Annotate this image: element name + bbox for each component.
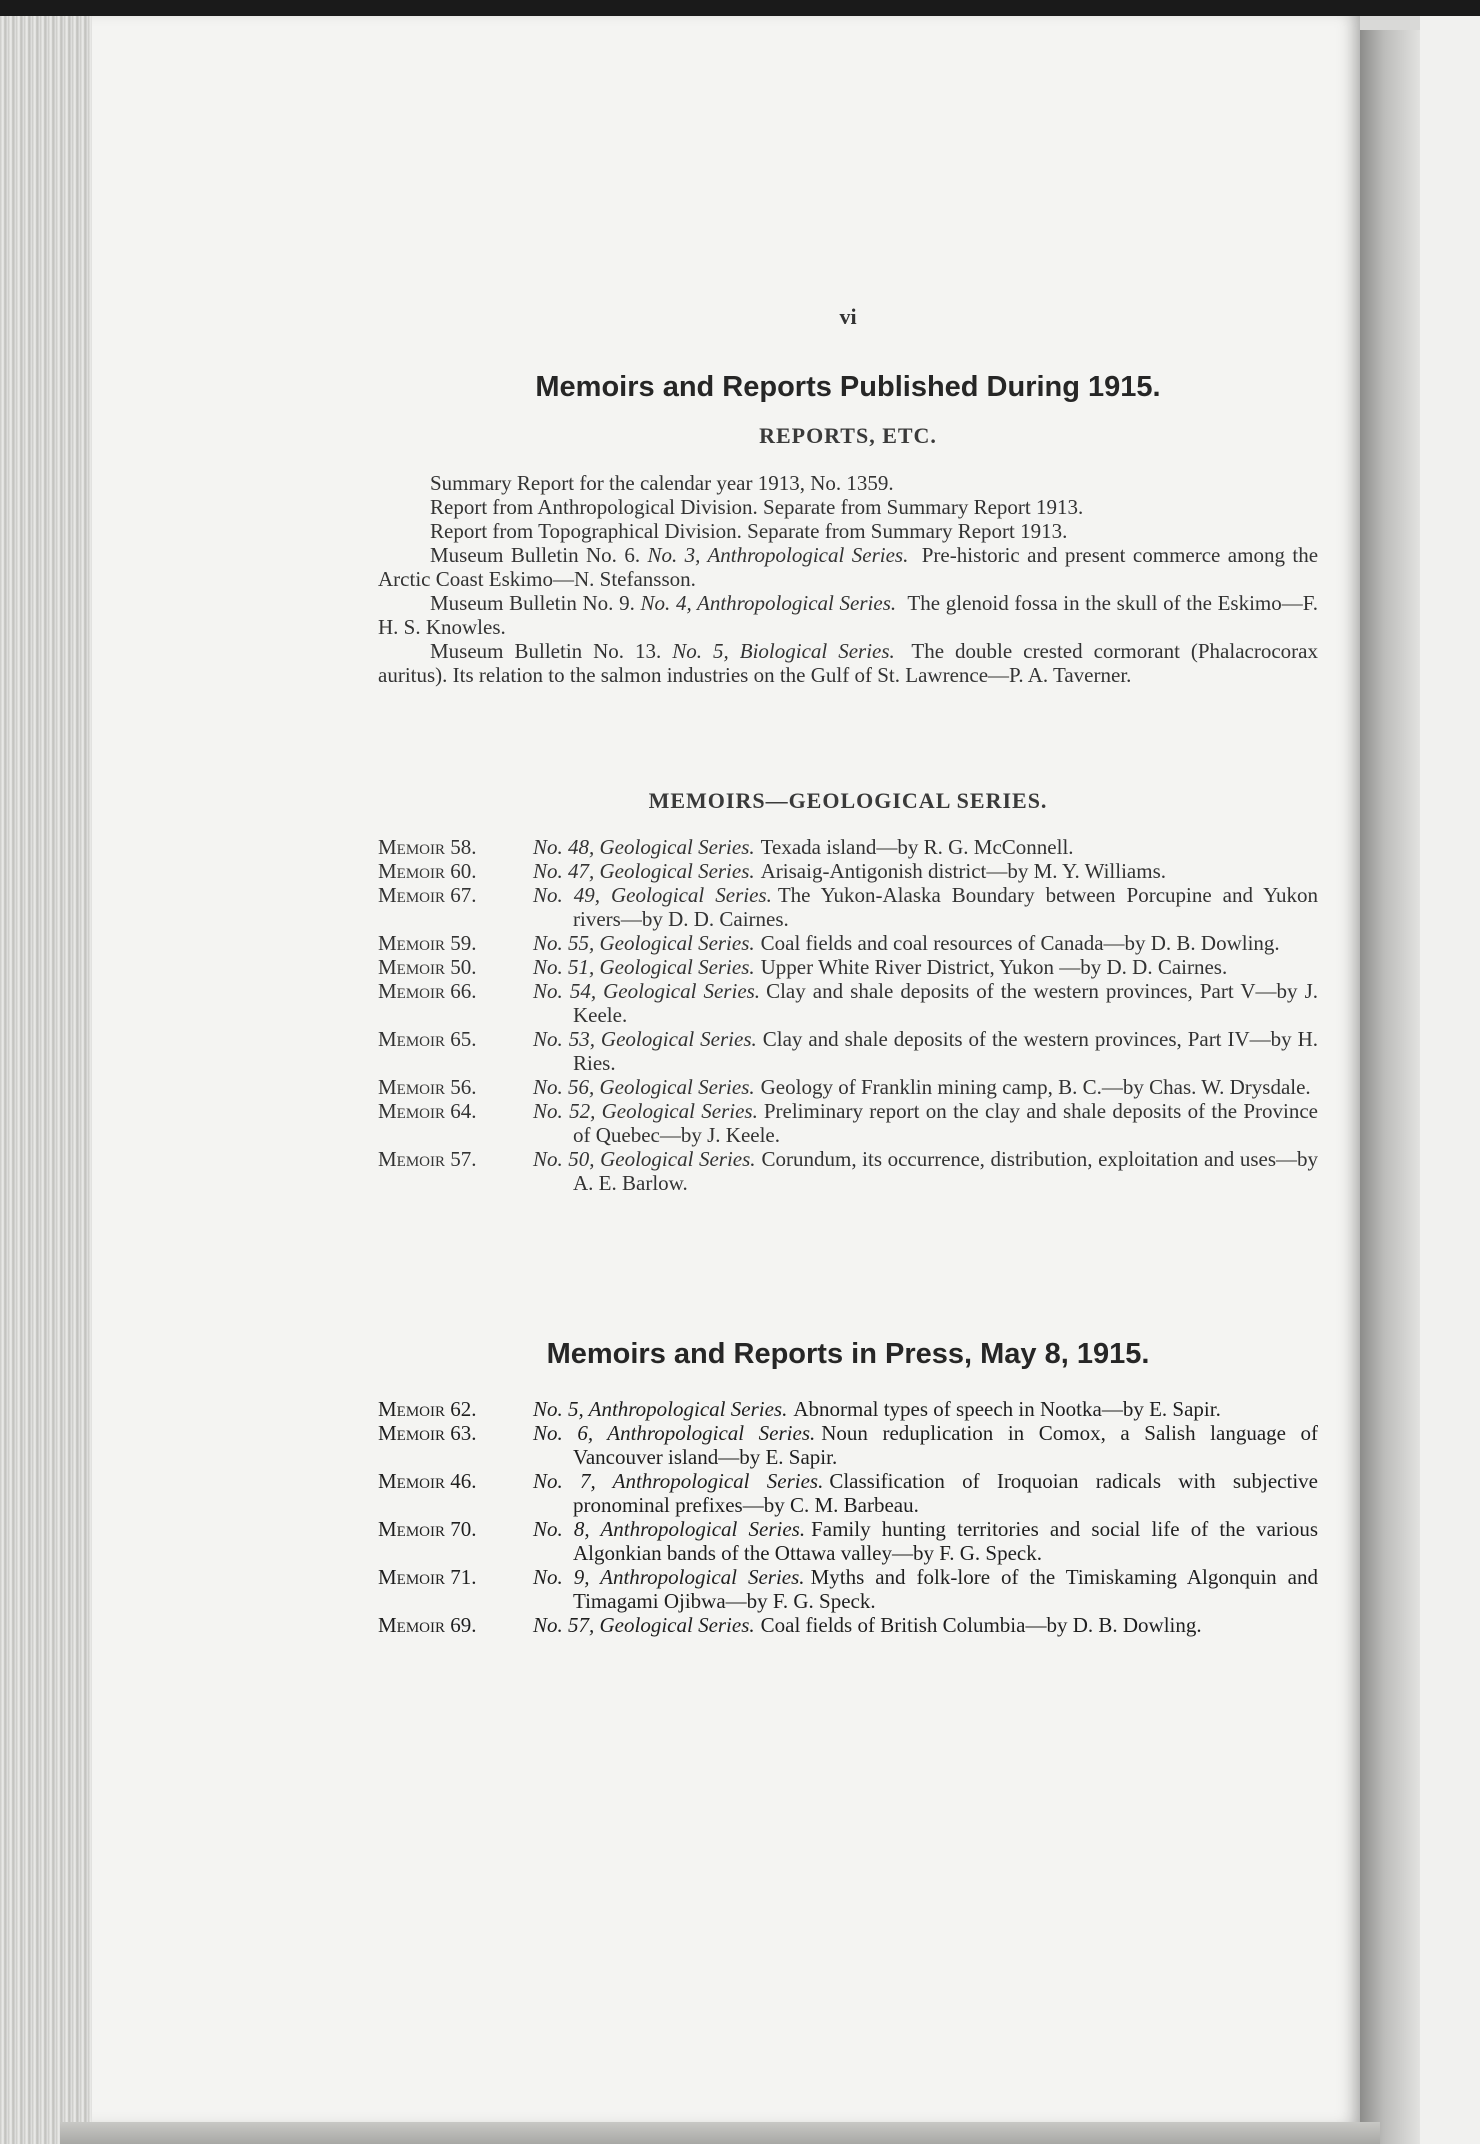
memoir-entry — [378, 1613, 1318, 1637]
memoir-description — [533, 1075, 1318, 1099]
memoir-series: No. 5, Anthropological Series. — [533, 1397, 788, 1421]
page-stack-left-edge — [0, 16, 92, 2144]
memoir-description — [533, 1469, 1318, 1517]
report-entry — [378, 543, 1318, 591]
memoir-title: Abnormal types of speech in Nootka—by E. Sapir. — [793, 1397, 1221, 1421]
memoir-series: No. 6, Anthropological Series. — [533, 1421, 816, 1445]
facing-page-edge — [1420, 16, 1480, 2144]
memoir-entry — [378, 1469, 1318, 1517]
report-text: Summary Report for the calendar year 1913, No. 1359. — [430, 471, 894, 495]
memoir-title: Geology of Franklin mining camp, B. C.—by Chas. W. Drysdale. — [760, 1075, 1311, 1099]
memoir-title: Noun reduplication in Comox, a Salish language of Vancouver island—by E. Sapir. — [573, 1421, 1319, 1469]
memoir-entry — [378, 955, 1318, 979]
report-series: No. 5, Biological Series. — [672, 639, 895, 663]
memoir-entry — [378, 1099, 1318, 1147]
report-description: The glenoid fossa in the skull of the Eskimo—F. H. S. Knowles. — [378, 591, 1318, 639]
memoir-description — [533, 1147, 1318, 1195]
memoir-label: Memoir 69. — [378, 1613, 477, 1637]
memoir-label: Memoir 65. — [378, 1027, 477, 1051]
report-entry — [378, 519, 1318, 543]
memoir-description — [533, 931, 1318, 955]
memoir-title: Preliminary report on the clay and shale deposits of the Province of Quebec—by J. Keele. — [573, 1099, 1318, 1147]
memoir-label: Memoir 71. — [378, 1565, 477, 1589]
memoir-series: No. 56, Geological Series. — [533, 1075, 755, 1099]
reports-heading: REPORTS, ETC. — [759, 423, 937, 448]
page-stack-bottom-edge — [60, 2122, 1380, 2144]
memoir-description — [533, 835, 1318, 859]
memoir-series: No. 57, Geological Series. — [533, 1613, 755, 1637]
memoir-description — [533, 1027, 1318, 1075]
memoir-series: No. 53, Geological Series. — [533, 1027, 757, 1051]
memoir-description — [533, 1099, 1318, 1147]
memoir-series: No. 54, Geological Series. — [533, 979, 761, 1003]
report-entry — [378, 471, 1318, 495]
memoir-series: No. 8, Anthropological Series. — [533, 1517, 806, 1541]
report-entry — [378, 591, 1318, 639]
memoir-label: Memoir 56. — [378, 1075, 477, 1099]
memoir-title: Coal fields of British Columbia—by D. B. Dowling. — [760, 1613, 1202, 1637]
report-entry — [378, 495, 1318, 519]
report-text: Museum Bulletin No. 13. — [430, 639, 662, 663]
memoir-entry — [378, 859, 1318, 883]
binding-shadow — [1360, 30, 1420, 2144]
published-memoirs-list — [378, 835, 1318, 1195]
memoir-entry — [378, 883, 1318, 931]
report-text: Museum Bulletin No. 9. — [430, 591, 635, 615]
report-series: No. 4, Anthropological Series. — [640, 591, 897, 615]
memoir-entry — [378, 931, 1318, 955]
report-description: The double crested cormorant (Phalacrocorax auritus). Its relation to the salmon industries on the Gulf of St. Lawrence—P. A. Taverner. — [378, 639, 1318, 687]
memoir-title: Classification of Iroquoian radicals with subjective pronominal prefixes—by C. M. Barbeau. — [573, 1469, 1318, 1517]
page-number: vi — [839, 304, 857, 329]
memoir-series: No. 47, Geological Series. — [533, 859, 755, 883]
memoir-label: Memoir 63. — [378, 1421, 477, 1445]
report-text: Report from Anthropological Division. Separate from Summary Report 1913. — [430, 495, 1084, 519]
memoir-title: Texada island—by R. G. McConnell. — [760, 835, 1074, 859]
memoir-series: No. 52, Geological Series. — [533, 1099, 758, 1123]
memoir-entry — [378, 1027, 1318, 1075]
memoir-label: Memoir 62. — [378, 1397, 477, 1421]
memoir-description — [533, 859, 1318, 883]
report-text: Report from Topographical Division. Separate from Summary Report 1913. — [430, 519, 1068, 543]
memoir-entry — [378, 1397, 1318, 1421]
memoir-description — [533, 1565, 1318, 1613]
memoir-title: Clay and shale deposits of the western provinces, Part V—by J. Keele. — [573, 979, 1318, 1027]
memoir-title: Upper White River District, Yukon —by D. D. Cairnes. — [760, 955, 1228, 979]
memoir-description — [533, 979, 1318, 1027]
memoir-series: No. 48, Geological Series. — [533, 835, 755, 859]
memoir-entry — [378, 1421, 1318, 1469]
memoir-label: Memoir 66. — [378, 979, 477, 1003]
in-press-memoirs-list — [378, 1397, 1318, 1637]
memoir-title: The Yukon-Alaska Boundary between Porcupine and Yukon rivers—by D. D. Cairnes. — [573, 883, 1319, 931]
memoir-entry — [378, 979, 1318, 1027]
memoir-title: Arisaig-Antigonish district—by M. Y. Williams. — [760, 859, 1166, 883]
memoir-description — [533, 1613, 1318, 1637]
memoir-description — [533, 1397, 1318, 1421]
memoir-description — [533, 1421, 1318, 1469]
memoir-entry — [378, 1565, 1318, 1613]
memoir-label: Memoir 57. — [378, 1147, 477, 1171]
memoir-label: Memoir 58. — [378, 835, 477, 859]
memoir-entry — [378, 1075, 1318, 1099]
memoir-entry — [378, 1517, 1318, 1565]
memoir-entry — [378, 835, 1318, 859]
report-description: Pre-historic and present commerce among the Arctic Coast Eskimo—N. Stefansson. — [378, 543, 1319, 591]
memoir-label: Memoir 60. — [378, 859, 477, 883]
memoir-series: No. 9, Anthropological Series. — [533, 1565, 805, 1589]
report-series: No. 3, Anthropological Series. — [647, 543, 909, 567]
memoir-series: No. 49, Geological Series. — [533, 883, 772, 907]
book-page — [92, 16, 1360, 2122]
memoir-label: Memoir 59. — [378, 931, 477, 955]
scanner-top-border — [0, 0, 1480, 16]
memoir-label: Memoir 70. — [378, 1517, 477, 1541]
memoir-title: Coal fields and coal resources of Canada—by D. B. Dowling. — [760, 931, 1280, 955]
memoir-series: No. 55, Geological Series. — [533, 931, 755, 955]
memoir-description — [533, 955, 1318, 979]
memoir-label: Memoir 46. — [378, 1469, 477, 1493]
report-entry — [378, 639, 1318, 687]
memoirs-geological-heading: MEMOIRS—GEOLOGICAL SERIES. — [648, 788, 1048, 813]
memoir-series: No. 51, Geological Series. — [533, 955, 755, 979]
memoir-title: Corundum, its occurrence, distribution, exploitation and uses—by A. E. Barlow. — [573, 1147, 1319, 1195]
memoir-description — [533, 1517, 1318, 1565]
memoir-title: Myths and folk-lore of the Timiskaming Algonquin and Timagami Ojibwa—by F. G. Speck. — [573, 1565, 1318, 1613]
memoir-series: No. 7, Anthropological Series. — [533, 1469, 824, 1493]
reports-list — [378, 471, 1318, 687]
section-title-published: Memoirs and Reports Published During 1915. — [535, 371, 1161, 403]
memoir-title: Clay and shale deposits of the western provinces, Part IV—by H. Ries. — [573, 1027, 1318, 1075]
memoir-description — [533, 883, 1318, 931]
memoir-label: Memoir 67. — [378, 883, 477, 907]
memoir-title: Family hunting territories and social life of the various Algonkian bands of the Ottawa valley—by F. G. Speck. — [573, 1517, 1319, 1565]
memoir-series: No. 50, Geological Series. — [533, 1147, 756, 1171]
section-title-in-press: Memoirs and Reports in Press, May 8, 1915. — [546, 1338, 1150, 1370]
memoir-entry — [378, 1147, 1318, 1195]
report-text: Museum Bulletin No. 6. — [430, 543, 641, 567]
memoir-label: Memoir 50. — [378, 955, 477, 979]
memoir-label: Memoir 64. — [378, 1099, 477, 1123]
